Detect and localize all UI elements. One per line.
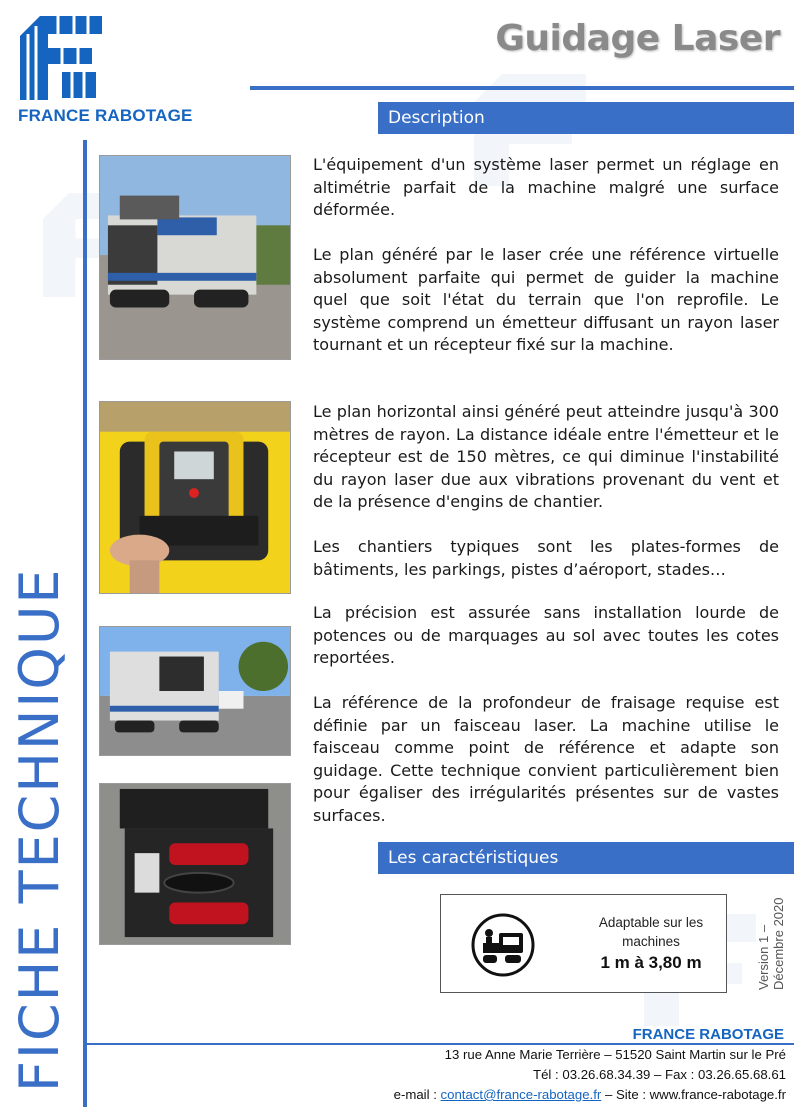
characteristics-box <box>440 894 727 993</box>
vertical-title: FICHE TECHNIQUE <box>8 567 71 1092</box>
milling-machine-street-photo-icon <box>100 627 290 755</box>
photo-milling-machine <box>99 155 291 360</box>
description-paragraph: L'équipement d'un système laser permet un réglage en altimétrie parfait de la machine malgré une surface déformée. <box>313 155 779 219</box>
site-text: – Site : www.france-rabotage.fr <box>601 1087 786 1102</box>
title-divider <box>250 86 794 90</box>
description-paragraph: La référence de la profondeur de fraisage requise est définie par un faisceau laser. La machine utilise le faisceau comme point de référence et adapte son guidage. Cette technique convient particulièrement bien pour égaliser des irrégularités présentes sur de vastes surfaces. <box>313 693 779 825</box>
version-date: Décembre 2020 <box>771 897 786 990</box>
description-paragraph: Les chantiers typiques sont les plates-formes de bâtiments, les parkings, pistes d’aéroport, stades… <box>313 537 779 579</box>
footer-contact <box>394 1087 786 1102</box>
email-label: e-mail : <box>393 1087 441 1102</box>
footer-brand: FRANCE RABOTAGE <box>632 1026 784 1043</box>
characteristics-label: Adaptable sur les machines <box>598 915 704 949</box>
left-divider <box>83 140 87 1107</box>
description-heading: Description <box>378 102 794 134</box>
description-paragraph: Le plan horizontal ainsi généré peut atteindre jusqu'à 300 mètres de rayon. La distance idéale entre l'émetteur et le récepteur est de 150 mètres, ce qui diminue l'instabilité du rayon laser due aux vibrations provenant du vent et de la présence d'engins de chantier. <box>313 402 779 511</box>
photo-milling-machine-street <box>99 626 291 756</box>
milling-machine-photo-icon <box>100 156 290 359</box>
description-paragraph: Le plan généré par le laser crée une référence virtuelle absolument parfaite qui permet de guider la machine quel que soit l'état du terrain que l'on reprofile. Le système comprend un émetteur diffusant un rayon laser tournant et un récepteur fixé sur la machine. <box>313 245 779 354</box>
footer-divider <box>87 1043 794 1045</box>
photo-equipment-case <box>99 783 291 945</box>
page-title: Guidage Laser <box>495 18 780 59</box>
footer-address: 13 rue Anne Marie Terrière – 51520 Saint Martin sur le Pré <box>444 1047 786 1062</box>
equipment-case-photo-icon <box>100 784 290 944</box>
photo-laser-emitter <box>99 401 291 594</box>
version-note <box>756 898 786 991</box>
laser-emitter-photo-icon <box>100 402 290 593</box>
characteristics-value: 1 m à 3,80 m <box>600 953 702 972</box>
brand-name: FRANCE RABOTAGE <box>18 106 193 125</box>
company-logo-icon <box>18 14 102 100</box>
description-paragraph: La précision est assurée sans installation lourde de potences ou de marquages au sol avec toutes les cotes reportées. <box>313 603 779 667</box>
version-line: Version 1 – <box>756 924 771 990</box>
characteristics-heading: Les caractéristiques <box>378 842 794 874</box>
email-link[interactable]: contact@france-rabotage.fr <box>440 1087 602 1102</box>
footer-phone: Tél : 03.26.68.34.39 – Fax : 03.26.65.68.61 <box>533 1067 786 1082</box>
milling-machine-icon <box>471 913 535 977</box>
